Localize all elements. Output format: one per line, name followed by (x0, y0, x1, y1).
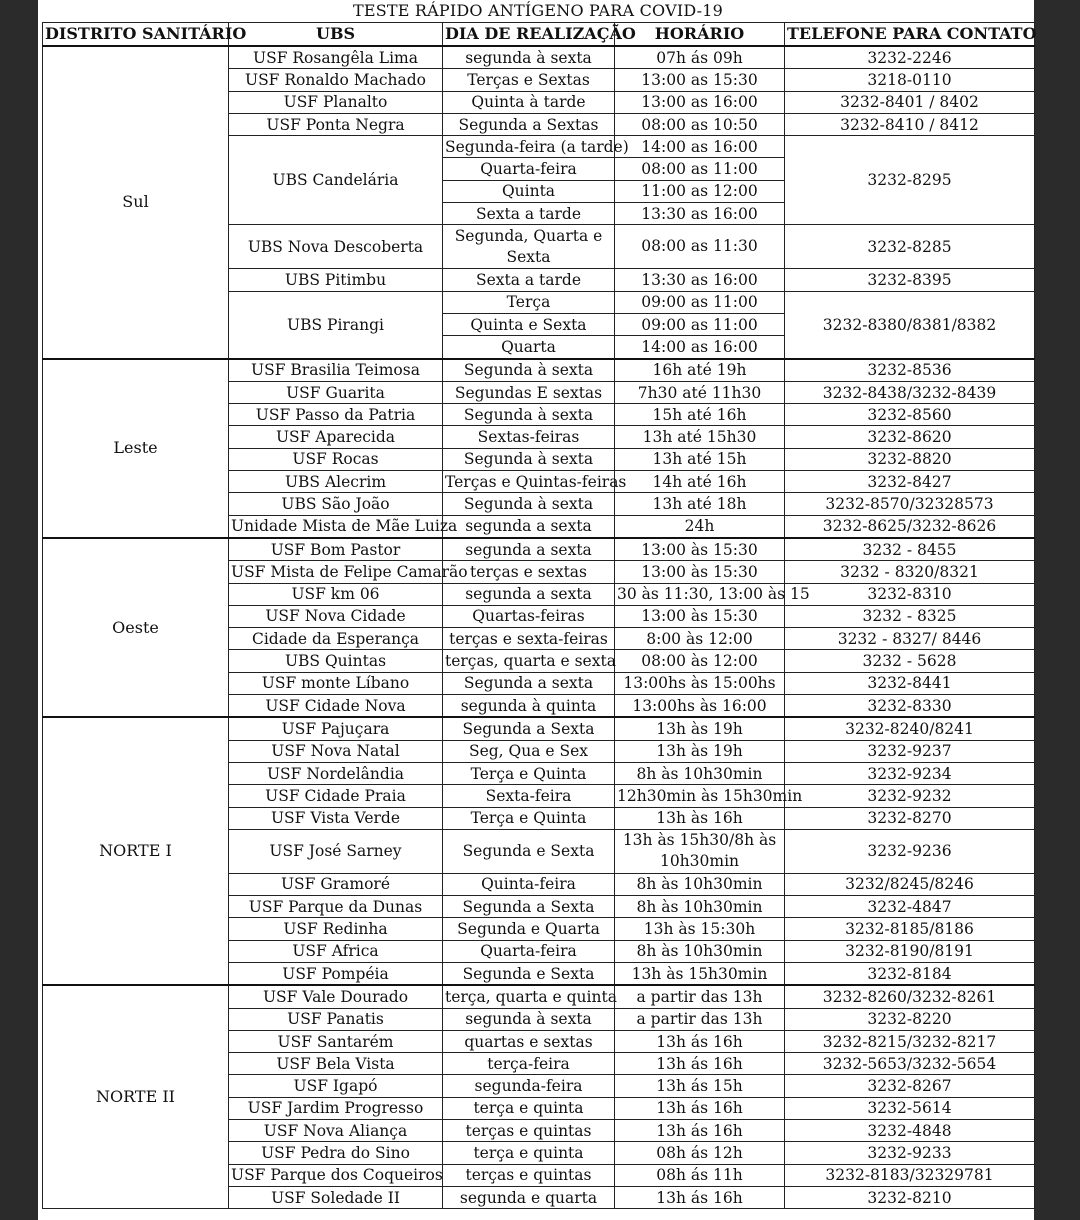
horario-cell: 13:00hs às 15:00hs (615, 672, 785, 694)
horario-cell: 13:00 as 16:00 (615, 91, 785, 113)
horario-cell: 13h às 19h (615, 740, 785, 762)
dia-cell: Segunda a Sexta (443, 717, 615, 740)
horario-cell: 8h às 10h30min (615, 762, 785, 784)
telefone-cell: 3232-8536 (785, 359, 1035, 382)
ubs-cell: USF Pajuçara (229, 717, 443, 740)
telefone-cell: 3232-8183/32329781 (785, 1164, 1035, 1186)
ubs-cell: USF Nova Aliança (229, 1120, 443, 1142)
dia-cell: Segunda e Sexta (443, 829, 615, 873)
telefone-cell: 3232-8285 (785, 225, 1035, 269)
header-horario: HORÁRIO (615, 23, 785, 47)
horario-cell: 30 às 11:30, 13:00 às 15 (615, 583, 785, 605)
horario-cell: a partir das 13h (615, 1008, 785, 1030)
horario-cell: 8h às 10h30min (615, 873, 785, 895)
telefone-cell: 3232-8185/8186 (785, 918, 1035, 940)
telefone-cell: 3232 - 8320/8321 (785, 561, 1035, 583)
ubs-cell: USF Ronaldo Machado (229, 69, 443, 91)
ubs-cell: USF Brasilia Teimosa (229, 359, 443, 382)
telefone-cell: 3218-0110 (785, 69, 1035, 91)
horario-cell: 8h às 10h30min (615, 896, 785, 918)
horario-cell: 13h às 15:30h (615, 918, 785, 940)
dia-cell: terças e sextas (443, 561, 615, 583)
dia-cell: Terças e Sextas (443, 69, 615, 91)
dia-cell: Sexta-feira (443, 785, 615, 807)
dia-cell: Segunda a Sextas (443, 113, 615, 135)
telefone-cell: 3232-8190/8191 (785, 940, 1035, 962)
dia-cell: terça e quinta (443, 1097, 615, 1119)
district-cell: Leste (43, 359, 229, 538)
horario-cell: 09:00 as 11:00 (615, 313, 785, 335)
telefone-cell: 3232 - 8327/ 8446 (785, 628, 1035, 650)
telefone-cell: 3232-8625/3232-8626 (785, 515, 1035, 538)
telefone-cell: 3232-9237 (785, 740, 1035, 762)
ubs-cell: USF Nordelândia (229, 762, 443, 784)
ubs-cell: USF Nova Cidade (229, 605, 443, 627)
horario-cell: 08:00 as 10:50 (615, 113, 785, 135)
telefone-cell: 3232-8310 (785, 583, 1035, 605)
dia-cell: Segunda a Sexta (443, 896, 615, 918)
telefone-cell: 3232-8330 (785, 695, 1035, 718)
ubs-cell: USF Santarém (229, 1030, 443, 1052)
horario-cell: a partir das 13h (615, 985, 785, 1008)
horario-cell: 13h até 15h30 (615, 426, 785, 448)
telefone-cell: 3232-8380/8381/8382 (785, 291, 1035, 358)
horario-cell: 13h até 15h (615, 448, 785, 470)
ubs-cell: USF Vale Dourado (229, 985, 443, 1008)
table-row (43, 359, 1035, 382)
horario-cell: 16h até 19h (615, 359, 785, 382)
horario-cell: 14:00 as 16:00 (615, 336, 785, 359)
ubs-cell: UBS Nova Descoberta (229, 225, 443, 269)
telefone-cell: 3232-8427 (785, 471, 1035, 493)
ubs-cell: USF Jardim Progresso (229, 1097, 443, 1119)
district-cell: Oeste (43, 538, 229, 717)
ubs-cell: USF Mista de Felipe Camarão (229, 561, 443, 583)
ubs-cell: USF monte Líbano (229, 672, 443, 694)
telefone-cell: 3232-2246 (785, 46, 1035, 69)
header-dia: DIA DE REALIZAÇÃO (443, 23, 615, 47)
dia-cell: Sexta a tarde (443, 203, 615, 225)
horario-cell: 13h ás 16h (615, 1120, 785, 1142)
dia-cell: Quarta (443, 336, 615, 359)
ubs-cell: USF km 06 (229, 583, 443, 605)
ubs-cell: USF Soledade II (229, 1186, 443, 1208)
left-dark-border (0, 0, 38, 1220)
ubs-cell: UBS Candelária (229, 136, 443, 225)
dia-cell: quartas e sextas (443, 1030, 615, 1052)
horario-cell: 07h ás 09h (615, 46, 785, 69)
telefone-cell: 3232-8260/3232-8261 (785, 985, 1035, 1008)
horario-cell: 08:00 às 12:00 (615, 650, 785, 672)
dia-cell: Terça e Quinta (443, 762, 615, 784)
dia-cell: Quinta (443, 180, 615, 202)
table-row (43, 538, 1035, 561)
ubs-cell: UBS São João (229, 493, 443, 515)
telefone-cell: 3232-8184 (785, 962, 1035, 985)
telefone-cell: 3232/8245/8246 (785, 873, 1035, 895)
telefone-cell: 3232-4848 (785, 1120, 1035, 1142)
header-telefone: TELEFONE PARA CONTATO (785, 23, 1035, 47)
ubs-cell: USF Vista Verde (229, 807, 443, 829)
ubs-cell: USF Gramoré (229, 873, 443, 895)
horario-cell: 13:00 às 15:30 (615, 538, 785, 561)
telefone-cell: 3232-8210 (785, 1186, 1035, 1208)
telefone-cell: 3232-8395 (785, 269, 1035, 291)
telefone-cell: 3232-8295 (785, 136, 1035, 225)
telefone-cell: 3232-8401 / 8402 (785, 91, 1035, 113)
dia-cell: Segunda a sexta (443, 672, 615, 694)
horario-cell: 13h às 16h (615, 807, 785, 829)
ubs-cell: USF José Sarney (229, 829, 443, 873)
dia-cell: Segunda e Quarta (443, 918, 615, 940)
district-cell: Sul (43, 46, 229, 359)
dia-cell: Segunda à sexta (443, 448, 615, 470)
ubs-cell: UBS Pirangi (229, 291, 443, 358)
horario-cell: 13:00hs às 16:00 (615, 695, 785, 718)
dia-cell: Segunda à sexta (443, 493, 615, 515)
horario-cell: 09:00 as 11:00 (615, 291, 785, 313)
dia-cell: Quinta à tarde (443, 91, 615, 113)
dia-cell: segunda a sexta (443, 583, 615, 605)
ubs-cell: USF Cidade Praia (229, 785, 443, 807)
dia-cell: Segunda, Quarta e Sexta (443, 225, 615, 269)
horario-cell: 12h30min às 15h30min (615, 785, 785, 807)
ubs-cell: USF Pedra do Sino (229, 1142, 443, 1164)
table-row (43, 717, 1035, 740)
telefone-cell: 3232-8270 (785, 807, 1035, 829)
right-dark-border (1034, 0, 1080, 1220)
horario-cell: 13h ás 16h (615, 1097, 785, 1119)
ubs-cell: USF Pompéia (229, 962, 443, 985)
ubs-cell: USF Planalto (229, 91, 443, 113)
dia-cell: Segunda à sexta (443, 404, 615, 426)
header-distrito: DISTRITO SANITÁRIO (43, 23, 229, 47)
schedule-table (42, 22, 1035, 1209)
dia-cell: segunda a sexta (443, 515, 615, 538)
horario-cell: 13h às 19h (615, 717, 785, 740)
telefone-cell: 3232-9236 (785, 829, 1035, 873)
horario-cell: 08:00 as 11:30 (615, 225, 785, 269)
dia-cell: Segunda-feira (a tarde) (443, 136, 615, 158)
ubs-cell: USF Igapó (229, 1075, 443, 1097)
table-row (43, 985, 1035, 1008)
dia-cell: Seg, Qua e Sex (443, 740, 615, 762)
dia-cell: Quinta-feira (443, 873, 615, 895)
dia-cell: segunda-feira (443, 1075, 615, 1097)
schedule-body (43, 46, 1035, 1209)
ubs-cell: USF Nova Natal (229, 740, 443, 762)
ubs-cell: USF Cidade Nova (229, 695, 443, 718)
ubs-cell: USF Bom Pastor (229, 538, 443, 561)
ubs-cell: USF Rosangêla Lima (229, 46, 443, 69)
horario-cell: 13:00 as 15:30 (615, 69, 785, 91)
document-title: TESTE RÁPIDO ANTÍGENO PARA COVID-19 (352, 1, 724, 20)
dia-cell: terças, quarta e sexta (443, 650, 615, 672)
table-row (43, 46, 1035, 69)
dia-cell: segunda à sexta (443, 1008, 615, 1030)
ubs-cell: USF Bela Vista (229, 1053, 443, 1075)
ubs-cell: Unidade Mista de Mãe Luiza (229, 515, 443, 538)
dia-cell: Sexta a tarde (443, 269, 615, 291)
horario-cell: 7h30 até 11h30 (615, 381, 785, 403)
horario-cell: 08h ás 12h (615, 1142, 785, 1164)
horario-cell: 14h até 16h (615, 471, 785, 493)
telefone-cell: 3232-8220 (785, 1008, 1035, 1030)
telefone-cell: 3232-8438/3232-8439 (785, 381, 1035, 403)
telefone-cell: 3232-8441 (785, 672, 1035, 694)
dia-cell: Sextas-feiras (443, 426, 615, 448)
horario-cell: 13h até 18h (615, 493, 785, 515)
telefone-cell: 3232-5653/3232-5654 (785, 1053, 1035, 1075)
telefone-cell: 3232-9232 (785, 785, 1035, 807)
telefone-cell: 3232 - 8325 (785, 605, 1035, 627)
telefone-cell: 3232-9233 (785, 1142, 1035, 1164)
ubs-cell: USF Aparecida (229, 426, 443, 448)
dia-cell: segunda à quinta (443, 695, 615, 718)
horario-cell: 13h ás 16h (615, 1186, 785, 1208)
telefone-cell: 3232-8410 / 8412 (785, 113, 1035, 135)
ubs-cell: USF Guarita (229, 381, 443, 403)
telefone-cell: 3232-8267 (785, 1075, 1035, 1097)
dia-cell: Quinta e Sexta (443, 313, 615, 335)
horario-cell: 8:00 às 12:00 (615, 628, 785, 650)
horario-cell: 13:30 as 16:00 (615, 203, 785, 225)
horario-cell: 8h às 10h30min (615, 940, 785, 962)
dia-cell: Segunda à sexta (443, 359, 615, 382)
dia-cell: terça-feira (443, 1053, 615, 1075)
ubs-cell: UBS Quintas (229, 650, 443, 672)
dia-cell: segunda e quarta (443, 1186, 615, 1208)
telefone-cell: 3232-9234 (785, 762, 1035, 784)
ubs-cell: USF Redinha (229, 918, 443, 940)
dia-cell: Quartas-feiras (443, 605, 615, 627)
telefone-cell: 3232-8560 (785, 404, 1035, 426)
header-row (43, 23, 1035, 47)
horario-cell: 13h ás 16h (615, 1053, 785, 1075)
ubs-cell: USF Panatis (229, 1008, 443, 1030)
horario-cell: 13:00 às 15:30 (615, 605, 785, 627)
ubs-cell: USF Passo da Patria (229, 404, 443, 426)
horario-cell: 13h ás 16h (615, 1030, 785, 1052)
horario-cell: 08:00 as 11:00 (615, 158, 785, 180)
horario-cell: 13h ás 15h (615, 1075, 785, 1097)
horario-cell: 13:30 as 16:00 (615, 269, 785, 291)
ubs-cell: USF Africa (229, 940, 443, 962)
telefone-cell: 3232-8620 (785, 426, 1035, 448)
telefone-cell: 3232 - 8455 (785, 538, 1035, 561)
telefone-cell: 3232-4847 (785, 896, 1035, 918)
telefone-cell: 3232-8820 (785, 448, 1035, 470)
dia-cell: segunda à sexta (443, 46, 615, 69)
ubs-cell: UBS Alecrim (229, 471, 443, 493)
dia-cell: terças e sexta-feiras (443, 628, 615, 650)
horario-cell: 13h às 15h30/8h às 10h30min (615, 829, 785, 873)
ubs-cell: USF Parque da Dunas (229, 896, 443, 918)
telefone-cell: 3232 - 5628 (785, 650, 1035, 672)
dia-cell: terças e quintas (443, 1120, 615, 1142)
ubs-cell: UBS Pitimbu (229, 269, 443, 291)
dia-cell: Terça (443, 291, 615, 313)
horario-cell: 14:00 as 16:00 (615, 136, 785, 158)
district-cell: NORTE II (43, 985, 229, 1208)
dia-cell: Terças e Quintas-feiras (443, 471, 615, 493)
telefone-cell: 3232-8570/32328573 (785, 493, 1035, 515)
horario-cell: 13:00 às 15:30 (615, 561, 785, 583)
dia-cell: Terça e Quinta (443, 807, 615, 829)
dia-cell: terça e quinta (443, 1142, 615, 1164)
horario-cell: 13h às 15h30min (615, 962, 785, 985)
dia-cell: Segundas E sextas (443, 381, 615, 403)
ubs-cell: USF Rocas (229, 448, 443, 470)
telefone-cell: 3232-8215/3232-8217 (785, 1030, 1035, 1052)
dia-cell: terça, quarta e quinta (443, 985, 615, 1008)
telefone-cell: 3232-5614 (785, 1097, 1035, 1119)
horario-cell: 15h até 16h (615, 404, 785, 426)
dia-cell: Segunda e Sexta (443, 962, 615, 985)
district-cell: NORTE I (43, 717, 229, 985)
telefone-cell: 3232-8240/8241 (785, 717, 1035, 740)
ubs-cell: Cidade da Esperança (229, 628, 443, 650)
dia-cell: segunda a sexta (443, 538, 615, 561)
horario-cell: 08h ás 11h (615, 1164, 785, 1186)
dia-cell: Quarta-feira (443, 940, 615, 962)
header-ubs: UBS (229, 23, 443, 47)
dia-cell: terças e quintas (443, 1164, 615, 1186)
horario-cell: 11:00 as 12:00 (615, 180, 785, 202)
horario-cell: 24h (615, 515, 785, 538)
dia-cell: Quarta-feira (443, 158, 615, 180)
ubs-cell: USF Parque dos Coqueiros (229, 1164, 443, 1186)
ubs-cell: USF Ponta Negra (229, 113, 443, 135)
